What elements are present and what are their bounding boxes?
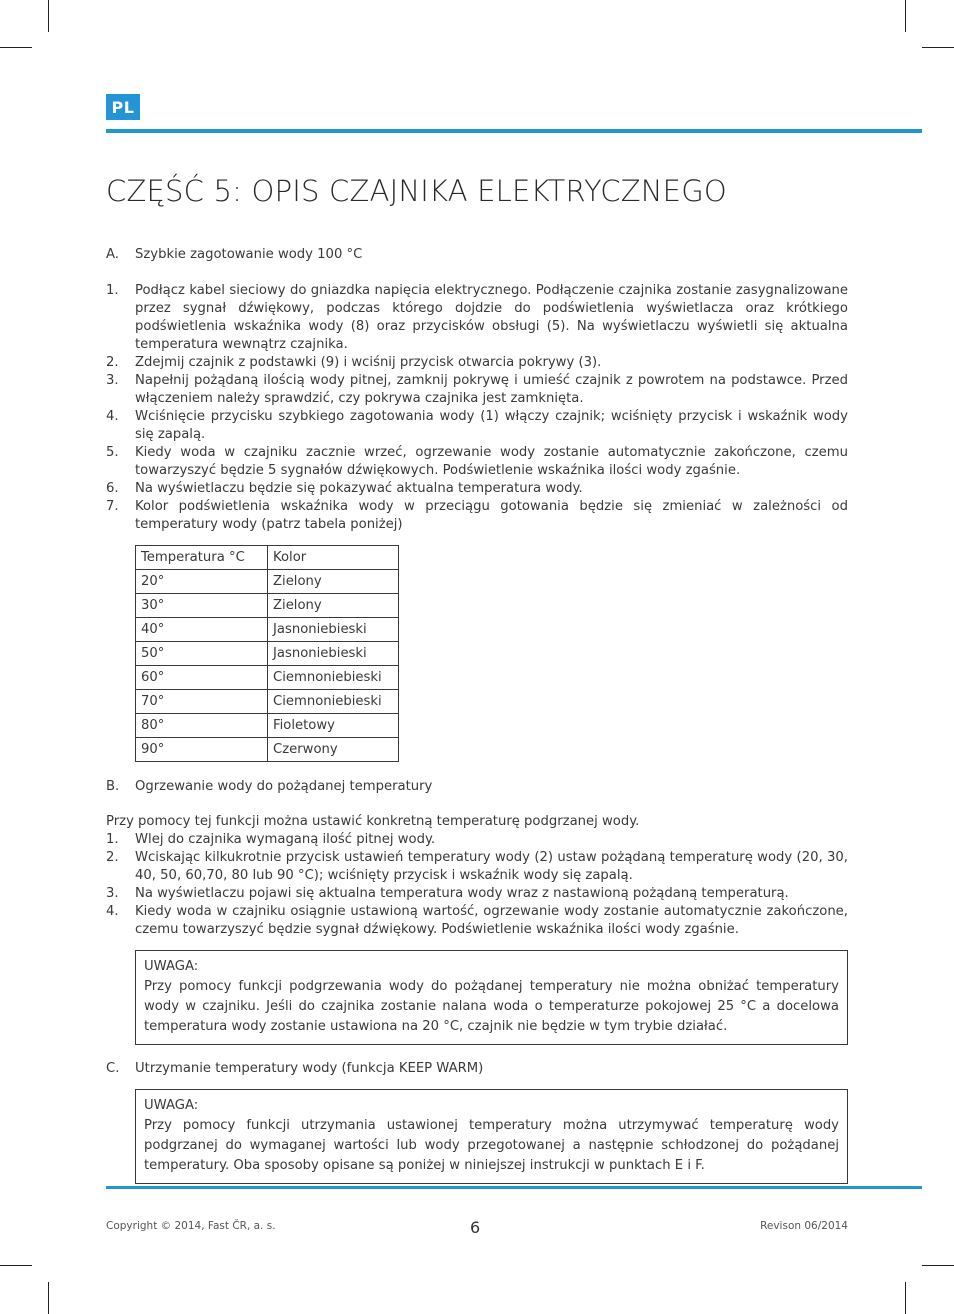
table-cell: 20° <box>136 570 268 594</box>
list-item: 2. Wciskając kilkukrotnie przycisk ustawień temperatury wody (2) ustaw pożądaną temperaturę wody (20, 30, 40, 50, 60,70, 80 lub 90 °C); wciśnięty przycisk i wskaźnik wody się zapalą. <box>106 850 848 883</box>
main-content <box>106 246 848 1184</box>
header-rule <box>106 129 922 133</box>
table-row <box>136 714 399 738</box>
note-text: Przy pomocy funkcji utrzymania ustawionej temperatury można utrzymywać temperaturę wody podgrzanej do wymaganej wartości lub wody przegotowanej a następnie schłodzonej do pożądanej temperatury. Oba sposoby opisane są poniżej w niniejszej instrukcji w punktach E i F. <box>144 1118 839 1173</box>
list-item: 3. Na wyświetlaczu pojawi się aktualna temperatura wody wraz z nastawioną pożądaną temperaturą. <box>106 886 789 901</box>
table-header-cell: Kolor <box>268 546 399 570</box>
crop-mark <box>905 0 906 32</box>
table-cell: Czerwony <box>268 738 399 762</box>
note-box <box>135 1089 848 1184</box>
table-cell: Jasnoniebieski <box>268 618 399 642</box>
crop-mark <box>905 1282 906 1314</box>
crop-mark <box>922 1265 954 1266</box>
table-cell: Ciemnoniebieski <box>268 690 399 714</box>
table-row <box>136 642 399 666</box>
table-cell: 30° <box>136 594 268 618</box>
list-item: 5. Kiedy woda w czajniku zacznie wrzeć, ogrzewanie wody zostanie automatycznie zakończone, czemu towarzyszyć będzie 5 sygnałów dźwiękowych. Podświetlenie wskaźnika ilości wody zgaśnie. <box>106 445 848 478</box>
table-cell: Zielony <box>268 570 399 594</box>
crop-mark <box>48 1282 49 1314</box>
crop-mark <box>0 1265 32 1266</box>
temperature-color-table <box>135 545 399 762</box>
table-row <box>136 690 399 714</box>
crop-mark <box>0 47 32 48</box>
list-item: 2. Zdejmij czajnik z podstawki (9) i wciśnij przycisk otwarcia pokrywy (3). <box>106 355 602 370</box>
list-item: 7. Kolor podświetlenia wskaźnika wody w przeciągu gotowania będzie się zmieniać w zależności od temperatury wody (patrz tabela poniżej) <box>106 499 848 532</box>
table-row <box>136 666 399 690</box>
section-a-heading: A. Szybkie zagotowanie wody 100 °C <box>106 247 363 262</box>
section-b-list <box>106 831 848 939</box>
table-cell: Zielony <box>268 594 399 618</box>
section-b-intro: Przy pomocy tej funkcji można ustawić konkretną temperaturę podgrzanej wody. <box>106 814 640 829</box>
footer-rule <box>106 1186 922 1189</box>
table-cell: 80° <box>136 714 268 738</box>
list-item: 4. Kiedy woda w czajniku osiągnie ustawioną wartość, ogrzewanie wody zostanie automatycznie zakończone, czemu towarzyszyć będzie sygnał dźwiękowy. Podświetlenie wskaźnika ilości wody zgaśnie. <box>106 904 848 937</box>
section-c-heading: C. Utrzymanie temperatury wody (funkcja KEEP WARM) <box>106 1061 484 1076</box>
table-header-cell: Temperatura °C <box>136 546 268 570</box>
table-cell: 90° <box>136 738 268 762</box>
section-b-heading: B. Ogrzewanie wody do pożądanej temperatury <box>106 779 433 794</box>
table-cell: 40° <box>136 618 268 642</box>
note-text: Przy pomocy funkcji podgrzewania wody do pożądanej temperatury nie można obniżać temperatury wody w czajniku. Jeśli do czajnika zostanie nalana woda o temperaturze pokojowej 25 °C a docelowa temperatura wody zostanie ustawiona na 20 °C, czajnik nie będzie w tym trybie działać. <box>144 979 839 1034</box>
table-cell: Ciemnoniebieski <box>268 666 399 690</box>
note-label: UWAGA: <box>144 959 199 974</box>
table-cell: Fioletowy <box>268 714 399 738</box>
note-label: UWAGA: <box>144 1098 199 1113</box>
note-box <box>135 950 848 1045</box>
list-item: 3. Napełnij pożądaną ilością wody pitnej, zamknij pokrywę i umieść czajnik z powrotem na podstawce. Przed włączeniem należy sprawdzić, czy pokrywa czajnika jest zamknięta. <box>106 373 848 406</box>
crop-mark <box>48 0 49 32</box>
section-a-list <box>106 282 848 534</box>
list-item: 6. Na wyświetlaczu będzie się pokazywać aktualna temperatura wody. <box>106 481 583 496</box>
table-row <box>136 618 399 642</box>
table-cell: 50° <box>136 642 268 666</box>
footer-copyright: Copyright © 2014, Fast ČR, a. s. <box>106 1220 276 1232</box>
language-badge: PL <box>106 94 140 120</box>
footer-revision: Revison 06/2014 <box>760 1220 848 1232</box>
page-number: 6 <box>470 1218 481 1237</box>
table-row <box>136 570 399 594</box>
list-item: 4. Wciśnięcie przycisku szybkiego zagotowania wody (1) włączy czajnik; wciśnięty przycisk i wskaźnik wody się zapalą. <box>106 409 848 442</box>
table-row <box>136 594 399 618</box>
table-row <box>136 738 399 762</box>
table-header-row <box>136 546 399 570</box>
crop-mark <box>922 47 954 48</box>
table-cell: 70° <box>136 690 268 714</box>
list-item: 1. Wlej do czajnika wymaganą ilość pitnej wody. <box>106 832 436 847</box>
table-cell: 60° <box>136 666 268 690</box>
list-item: 1. Podłącz kabel sieciowy do gniazdka napięcia elektrycznego. Podłączenie czajnika zostanie zasygnalizowane przez sygnał dźwiękowy, podczas którego dojdzie do podświetlenia wyświetlacza oraz krótkiego podświetlenia wskaźnika wody (8) oraz przycisków obsługi (5). Na wyświetlaczu wyświetli się aktualna temperatura wewnątrz czajnika. <box>106 283 848 352</box>
page-title: CZĘŚĆ 5: OPIS CZAJNIKA ELEKTRYCZNEGO <box>106 174 727 208</box>
table-cell: Jasnoniebieski <box>268 642 399 666</box>
